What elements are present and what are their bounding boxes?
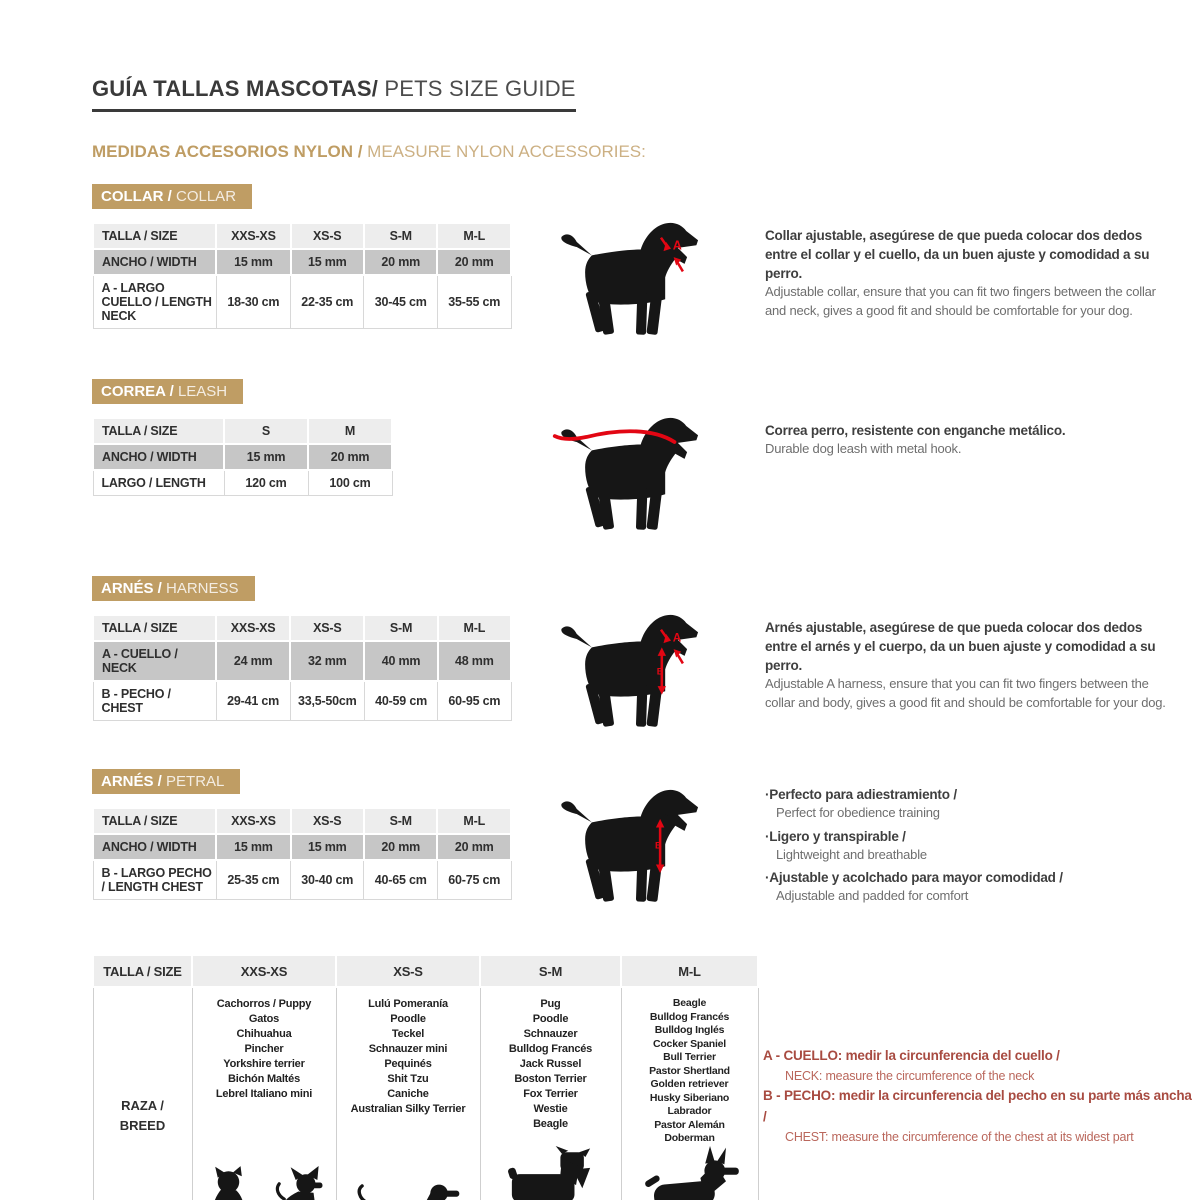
- collar-description: [765, 184, 1170, 320]
- value-cell: 20 mm: [364, 834, 437, 860]
- harness-size-table: [92, 614, 512, 721]
- harness-left: [92, 576, 512, 721]
- note-b-en: CHEST: measure the circumference of the chest at its widest part: [785, 1130, 1134, 1145]
- value-cell: 15 mm: [216, 249, 290, 275]
- feature-es: · Ajustable y acolchado para mayor comodidad /: [765, 868, 1170, 887]
- animal-figures: [194, 1166, 335, 1200]
- header-cell: TALLA / SIZE: [93, 615, 216, 641]
- harness-desc-es: Arnés ajustable, asegúrese de que pueda colocar dos dedos entre el arnés y el cuerpo, da un buen ajuste y comodidad a su perro.: [765, 620, 1156, 674]
- breed-item: Shit Tzu: [387, 1073, 429, 1085]
- breed-list: [338, 989, 479, 1117]
- breed-item: Chihuahua: [236, 1028, 292, 1040]
- note-a-es: A - CUELLO: medir la circunferencia del cuello /: [763, 1048, 1060, 1063]
- breed-item: Pequinés: [384, 1058, 432, 1070]
- breed-item: Lebrel Italiano mini: [215, 1088, 313, 1100]
- breed-item: Caniche: [387, 1088, 429, 1100]
- breed-cell-s-m: [480, 987, 621, 1200]
- table-row: [93, 470, 392, 496]
- breed-item: Pastor Alemán: [654, 1118, 725, 1131]
- section-subtitle: [92, 142, 1182, 162]
- table-row: [93, 249, 511, 275]
- value-cell: 24 mm: [216, 641, 290, 681]
- header-cell: M: [308, 418, 392, 444]
- feature-en: Perfect for obedience training: [776, 805, 940, 821]
- table-row: [93, 641, 511, 681]
- note-a-en: NECK: measure the circumference of the neck: [785, 1068, 1035, 1083]
- value-cell: 20 mm: [437, 834, 511, 860]
- value-cell: 35-55 cm: [437, 275, 511, 329]
- value-cell: 20 mm: [308, 444, 392, 470]
- value-cell: 40-65 cm: [364, 860, 437, 900]
- subtitle-en: MEASURE NYLON ACCESSORIES:: [367, 142, 646, 161]
- breed-cell-xxs-xs: [192, 987, 336, 1200]
- value-cell: 30-45 cm: [364, 275, 437, 329]
- feature-es: · Ligero y transpirable /: [765, 827, 1170, 846]
- animal-figures: [338, 1175, 479, 1200]
- svg-text:A: A: [672, 631, 682, 645]
- table-row: [93, 681, 511, 721]
- petral-left: [92, 769, 512, 900]
- value-cell: 120 cm: [224, 470, 308, 496]
- breed-item: Australian Silky Terrier: [350, 1103, 466, 1115]
- doberman-silhouette: [638, 1146, 742, 1200]
- value-cell: 48 mm: [438, 641, 511, 681]
- breed-body-row: [93, 987, 758, 1200]
- breed-item: Cocker Spaniel: [652, 1037, 727, 1050]
- leash-size-table: [92, 417, 393, 496]
- row-label-cell: B - LARGO PECHO / LENGTH CHEST: [93, 860, 216, 900]
- leash-desc-es: Correa perro, resistente con enganche metálico.: [765, 423, 1066, 438]
- breed-item: Labrador: [667, 1105, 712, 1117]
- feature-item: [765, 827, 1170, 865]
- harness-desc-en: Adjustable A harness, ensure that you can fit two fingers between the collar and body, gives a good fit and should be comfortable for your dog.: [765, 676, 1166, 710]
- value-cell: 15 mm: [291, 249, 364, 275]
- table-row: [93, 860, 511, 900]
- leash-badge: [92, 379, 243, 404]
- header-cell: TALLA / SIZE: [93, 808, 216, 834]
- value-cell: 15 mm: [224, 444, 308, 470]
- svg-text:B: B: [656, 666, 664, 677]
- breed-item: Cachorros / Puppy: [216, 998, 312, 1010]
- header-cell: XS-S: [336, 955, 480, 987]
- chihuahua-silhouette: [265, 1166, 329, 1200]
- header-cell: S-M: [364, 223, 437, 249]
- breed-item: Schnauzer: [523, 1028, 578, 1040]
- petral-badge: [92, 769, 240, 794]
- header-cell: TALLA / SIZE: [93, 955, 192, 987]
- value-cell: 40-59 cm: [364, 681, 437, 721]
- harness-badge-es: ARNÉS /: [101, 580, 167, 597]
- leash-badge-es: CORREA /: [101, 383, 178, 400]
- collar-left: [92, 184, 512, 329]
- value-cell: 33,5-50cm: [290, 681, 364, 721]
- breed-item: Poodle: [532, 1013, 569, 1025]
- breed-item: Bulldog Inglés: [654, 1024, 725, 1036]
- breed-item: Gatos: [248, 1013, 280, 1025]
- collar-desc-es: Collar ajustable, asegúrese de que pueda colocar dos dedos entre el collar y el cuello, da un buen ajuste y comodidad a su perro.: [765, 228, 1150, 282]
- value-cell: 15 mm: [291, 834, 364, 860]
- breed-list: [482, 989, 620, 1132]
- breed-item: Schnauzer mini: [368, 1043, 448, 1055]
- header-cell: XXS-XS: [216, 615, 290, 641]
- breed-header-row: [93, 955, 758, 987]
- breed-item: Poodle: [390, 1013, 426, 1025]
- breed-item: Husky Siberiano: [649, 1091, 730, 1104]
- collar-badge-en: COLLAR: [176, 188, 237, 205]
- header-cell: S: [224, 418, 308, 444]
- leash-left: [92, 379, 512, 496]
- harness-description: [765, 576, 1170, 712]
- petral-features: [765, 769, 1170, 910]
- value-cell: 60-95 cm: [438, 681, 511, 721]
- header-cell: M-L: [621, 955, 758, 987]
- row-label-cell: LARGO / LENGTH: [93, 470, 224, 496]
- collar-badge-es: COLLAR /: [101, 188, 176, 205]
- header-cell: S-M: [364, 615, 437, 641]
- breed-item: Bulldog Francés: [508, 1043, 593, 1055]
- leash-badge-en: LEASH: [177, 383, 228, 400]
- dog-harness-silhouette: [540, 612, 728, 730]
- header-cell: M-L: [438, 615, 511, 641]
- breed-item: Jack Russel: [519, 1058, 582, 1070]
- header-cell: XXS-XS: [216, 808, 290, 834]
- value-cell: 100 cm: [308, 470, 392, 496]
- breed-cell-xs-s: [336, 987, 480, 1200]
- value-cell: 32 mm: [290, 641, 364, 681]
- leash-desc-en: Durable dog leash with metal hook.: [765, 441, 962, 457]
- breed-row-label: RAZA / BREED: [119, 1098, 166, 1133]
- breed-item: Bull Terrier: [663, 1051, 716, 1063]
- breed-item: Pastor Shertland: [649, 1064, 730, 1077]
- header-cell: TALLA / SIZE: [93, 418, 224, 444]
- svg-text:B: B: [655, 840, 662, 851]
- petral-badge-es: ARNÉS /: [101, 773, 167, 790]
- breed-item: Fox Terrier: [523, 1088, 578, 1100]
- harness-dog-figure: [540, 576, 735, 735]
- page-title: [92, 76, 576, 112]
- breed-item: Westie: [533, 1103, 568, 1115]
- breed-item: Bichón Maltés: [228, 1073, 300, 1085]
- dog-collar-silhouette: [540, 220, 728, 338]
- petral-badge-en: PETRAL: [166, 773, 225, 790]
- svg-text:A: A: [672, 238, 682, 253]
- value-cell: 30-40 cm: [291, 860, 364, 900]
- breed-row-label-cell: [93, 987, 192, 1200]
- row-label-cell: A - LARGO CUELLO / LENGTH NECK: [93, 275, 216, 329]
- collar-dog-figure: [540, 184, 735, 343]
- table-row: [93, 275, 511, 329]
- petral-section: [92, 769, 1182, 910]
- header-cell: XXS-XS: [192, 955, 336, 987]
- measuring-notes: [763, 1046, 1193, 1148]
- row-label-cell: ANCHO / WIDTH: [93, 249, 216, 275]
- value-cell: 15 mm: [216, 834, 290, 860]
- breed-item: Lulú Pomeranía: [368, 998, 448, 1010]
- header-cell: TALLA / SIZE: [93, 223, 216, 249]
- subtitle-es: MEDIDAS ACCESORIOS NYLON /: [92, 142, 368, 161]
- table-row: [93, 834, 511, 860]
- petral-size-table: [92, 807, 512, 900]
- harness-section: [92, 576, 1182, 735]
- harness-badge: [92, 576, 255, 601]
- leash-description: [765, 379, 1170, 459]
- leash-section: [92, 379, 1182, 538]
- breed-item: Beagle: [533, 1118, 568, 1130]
- value-cell: 20 mm: [437, 249, 511, 275]
- table-row: [93, 444, 392, 470]
- feature-item: [765, 868, 1170, 906]
- dog-leash-silhouette: [540, 415, 728, 533]
- header-cell: XS-S: [291, 808, 364, 834]
- header-cell: M-L: [437, 808, 511, 834]
- breed-list: [623, 989, 757, 1146]
- breed-item: Doberman: [664, 1132, 715, 1144]
- schnauzer-silhouette: [504, 1146, 598, 1200]
- collar-badge: [92, 184, 252, 209]
- page-title-es: GUÍA TALLAS MASCOTAS/: [92, 76, 379, 101]
- table-header-row: [93, 808, 511, 834]
- page-title-en: PETS SIZE GUIDE: [378, 76, 576, 101]
- value-cell: 29-41 cm: [216, 681, 290, 721]
- feature-en: Adjustable and padded for comfort: [776, 888, 969, 904]
- header-cell: S-M: [364, 808, 437, 834]
- breed-item: Beagle: [672, 997, 707, 1009]
- value-cell: 40 mm: [364, 641, 437, 681]
- table-header-row: [93, 615, 511, 641]
- breed-list: [194, 989, 335, 1102]
- header-cell: XS-S: [290, 615, 364, 641]
- petral-dog-figure: [540, 769, 735, 910]
- value-cell: 20 mm: [364, 249, 437, 275]
- breed-size-table: [92, 954, 759, 1200]
- row-label-cell: ANCHO / WIDTH: [93, 444, 224, 470]
- header-cell: XXS-XS: [216, 223, 290, 249]
- collar-section: [92, 184, 1182, 343]
- dachshund-silhouette: [354, 1175, 462, 1200]
- feature-es: · Perfecto para adiestramiento /: [765, 785, 1170, 804]
- table-header-row: [93, 223, 511, 249]
- row-label-cell: A - CUELLO / NECK: [93, 641, 216, 681]
- breed-item: Boston Terrier: [514, 1073, 587, 1085]
- note-b-es: B - PECHO: medir la circunferencia del pecho en su parte más ancha /: [763, 1088, 1192, 1125]
- breed-item: Teckel: [391, 1028, 425, 1040]
- breed-item: Pug: [540, 998, 561, 1010]
- breed-cell-m-l: [621, 987, 758, 1200]
- main-content: [92, 76, 1182, 1200]
- header-cell: S-M: [480, 955, 621, 987]
- value-cell: 22-35 cm: [291, 275, 364, 329]
- feature-item: [765, 785, 1170, 823]
- header-cell: M-L: [437, 223, 511, 249]
- table-header-row: [93, 418, 392, 444]
- value-cell: 25-35 cm: [216, 860, 290, 900]
- header-cell: XS-S: [291, 223, 364, 249]
- feature-en: Lightweight and breathable: [776, 846, 927, 862]
- row-label-cell: B - PECHO / CHEST: [93, 681, 216, 721]
- breed-item: Golden retriever: [650, 1078, 729, 1090]
- dog-petral-silhouette: [540, 787, 728, 905]
- animal-figures: [623, 1146, 757, 1200]
- value-cell: 18-30 cm: [216, 275, 290, 329]
- collar-desc-en: Adjustable collar, ensure that you can fit two fingers between the collar and neck, gives a good fit and should be comfortable for your dog.: [765, 284, 1156, 318]
- animal-figures: [482, 1146, 620, 1200]
- row-label-cell: ANCHO / WIDTH: [93, 834, 216, 860]
- leash-dog-figure: [540, 379, 735, 538]
- cat-silhouette: [200, 1166, 257, 1200]
- collar-size-table: [92, 222, 512, 329]
- harness-badge-en: HARNESS: [166, 580, 239, 597]
- value-cell: 60-75 cm: [437, 860, 511, 900]
- breed-item: Pincher: [244, 1043, 284, 1055]
- breed-item: Yorkshire terrier: [223, 1058, 305, 1070]
- breed-item: Bulldog Francés: [649, 1010, 730, 1023]
